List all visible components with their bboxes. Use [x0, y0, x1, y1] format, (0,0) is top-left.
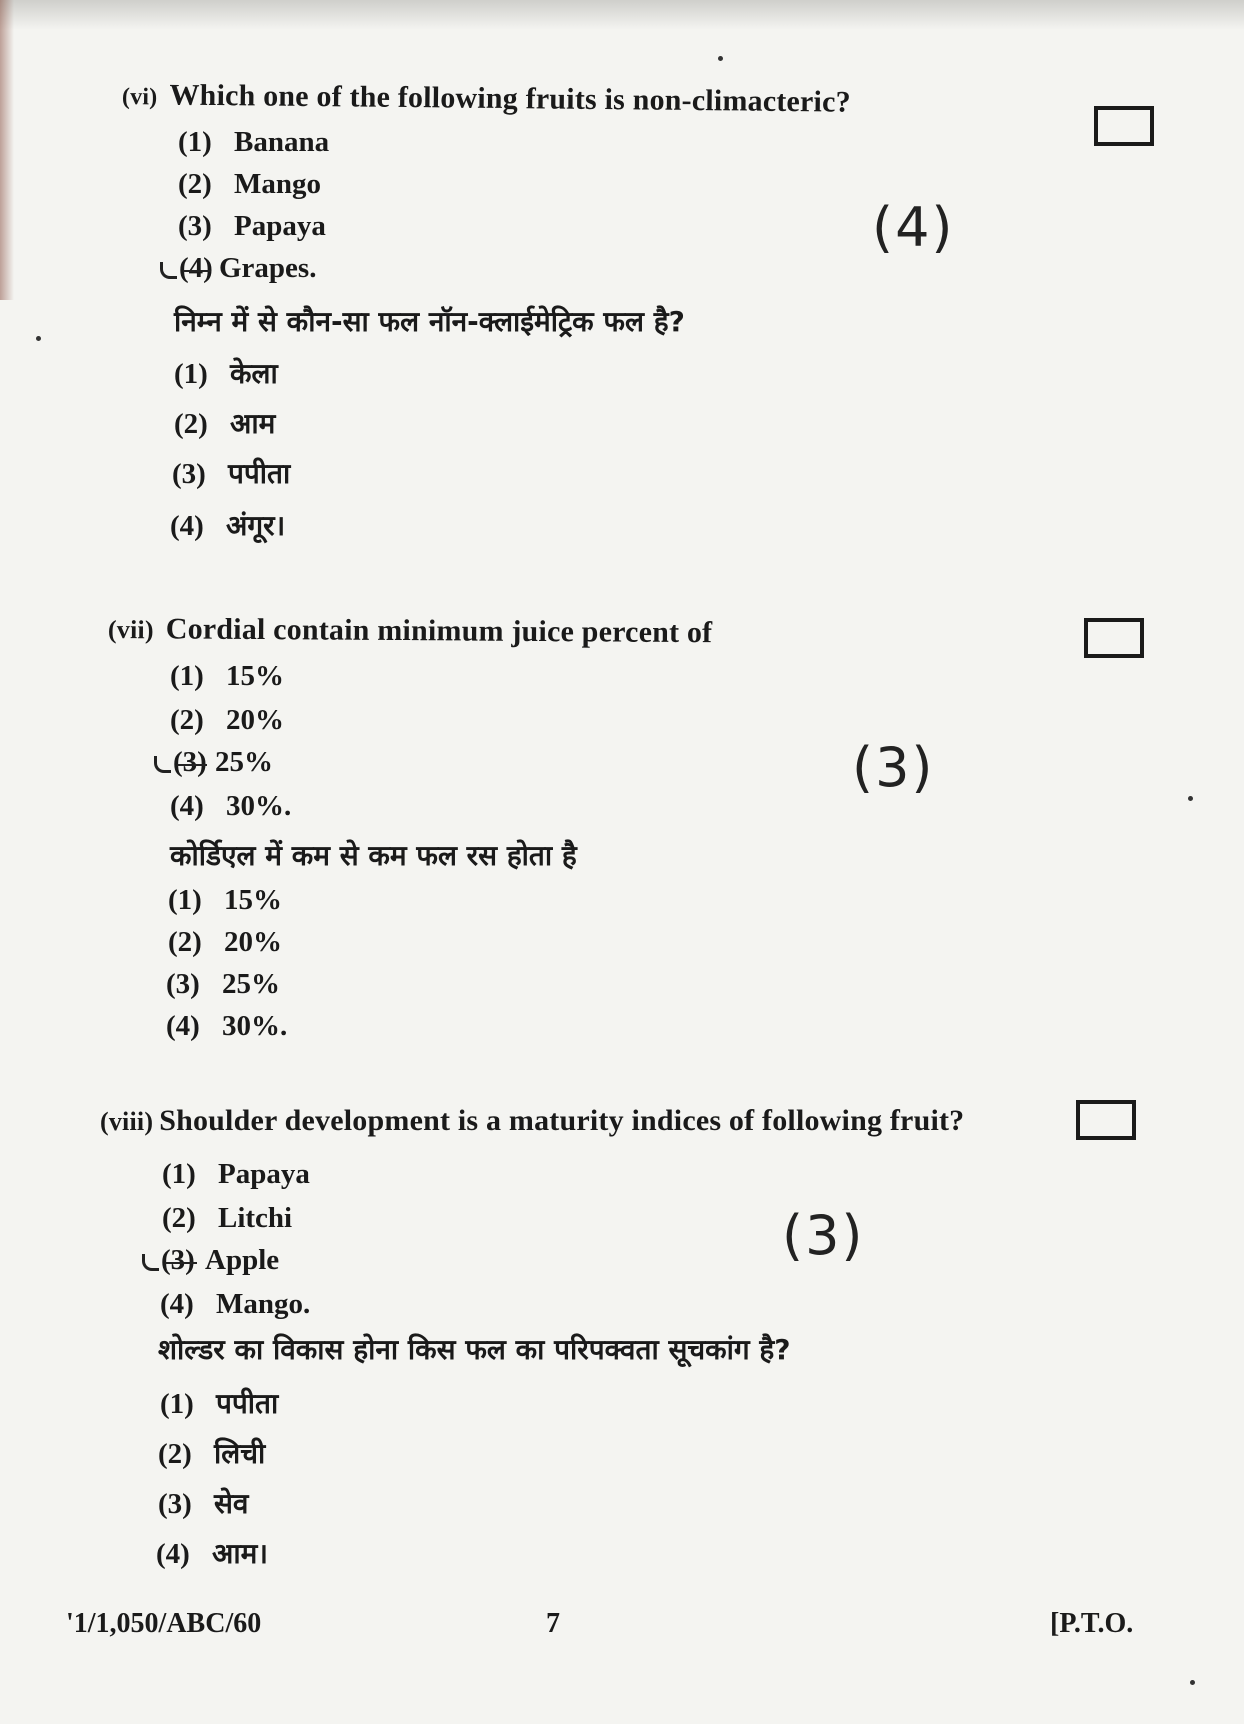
hindi-option-2: (2) आम: [174, 407, 276, 440]
option-3: (3) Papaya: [178, 210, 326, 242]
hindi-option-4: (4) 30%.: [166, 1010, 288, 1042]
question-number: (vi): [121, 84, 158, 111]
handwritten-answer: (3): [852, 736, 935, 799]
hindi-option-3: (3) सेव: [158, 1487, 249, 1520]
question-vi-stem: [122, 78, 851, 120]
option-2: (2) 20%: [170, 704, 284, 736]
option-2: (2) Litchi: [162, 1202, 293, 1234]
checkmark-icon: [154, 756, 171, 773]
option-2: (2) Mango: [178, 168, 321, 200]
page-number: 7: [546, 1608, 560, 1639]
handwritten-answer: (3): [782, 1204, 865, 1267]
page-edge: [0, 0, 14, 300]
option-1: (1) Banana: [178, 126, 330, 158]
speck: [1188, 796, 1193, 801]
question-text: Which one of the following fruits is non-climacteric?: [169, 78, 851, 119]
option-1: (1) Papaya: [162, 1158, 310, 1190]
speck: [36, 336, 41, 341]
question-hindi-text: शोल्डर का विकास होना किस फल का परिपक्वता सूचकांग है?: [158, 1333, 791, 1366]
question-text: Shoulder development is a maturity indices of following fruit?: [159, 1104, 965, 1137]
hindi-option-3: (3) पपीता: [172, 457, 291, 490]
page-fold-shadow: [0, 0, 1244, 30]
question-vii-stem: [108, 612, 713, 650]
question-hindi-text: कोर्डिएल में कम से कम फल रस होता है: [170, 839, 577, 872]
speck: [718, 56, 723, 61]
option-4-marked: (4) Grapes.: [160, 252, 316, 285]
checkmark-icon: [142, 1254, 159, 1271]
option-4: (4) 30%.: [170, 790, 292, 822]
hindi-option-2: (2) लिची: [158, 1437, 266, 1470]
hindi-option-4: (4) आम।: [156, 1537, 268, 1570]
checkmark-icon: [160, 262, 177, 279]
answer-box[interactable]: [1084, 618, 1144, 658]
answer-box[interactable]: [1076, 1100, 1136, 1140]
hindi-option-1: (1) 15%: [168, 884, 282, 916]
question-number: (vii): [107, 615, 154, 645]
option-3-marked: (3) 25%: [154, 746, 273, 779]
question-text: Cordial contain minimum juice percent of: [165, 612, 713, 650]
hindi-option-2: (2) 20%: [168, 926, 282, 958]
option-4: (4) Mango.: [160, 1288, 311, 1320]
answer-box[interactable]: [1094, 106, 1154, 146]
paper-code: '1/1,050/ABC/60: [66, 1608, 262, 1639]
speck: [1190, 1680, 1195, 1685]
option-3-marked: (3) Apple: [142, 1244, 279, 1277]
question-hindi-text: निम्न में से कौन-सा फल नॉन-क्लाईमेट्रिक फल है?: [174, 305, 685, 338]
hindi-option-1: (1) केला: [174, 357, 278, 390]
option-1: (1) 15%: [170, 660, 284, 692]
handwritten-answer: (4): [872, 196, 955, 259]
hindi-option-1: (1) पपीता: [160, 1387, 279, 1420]
hindi-option-3: (3) 25%: [166, 968, 280, 1000]
question-number: (viii): [100, 1107, 154, 1136]
question-viii-stem: [100, 1104, 964, 1138]
hindi-option-4: (4) अंगूर।: [170, 509, 286, 542]
pto-label: [P.T.O.: [1050, 1608, 1134, 1639]
